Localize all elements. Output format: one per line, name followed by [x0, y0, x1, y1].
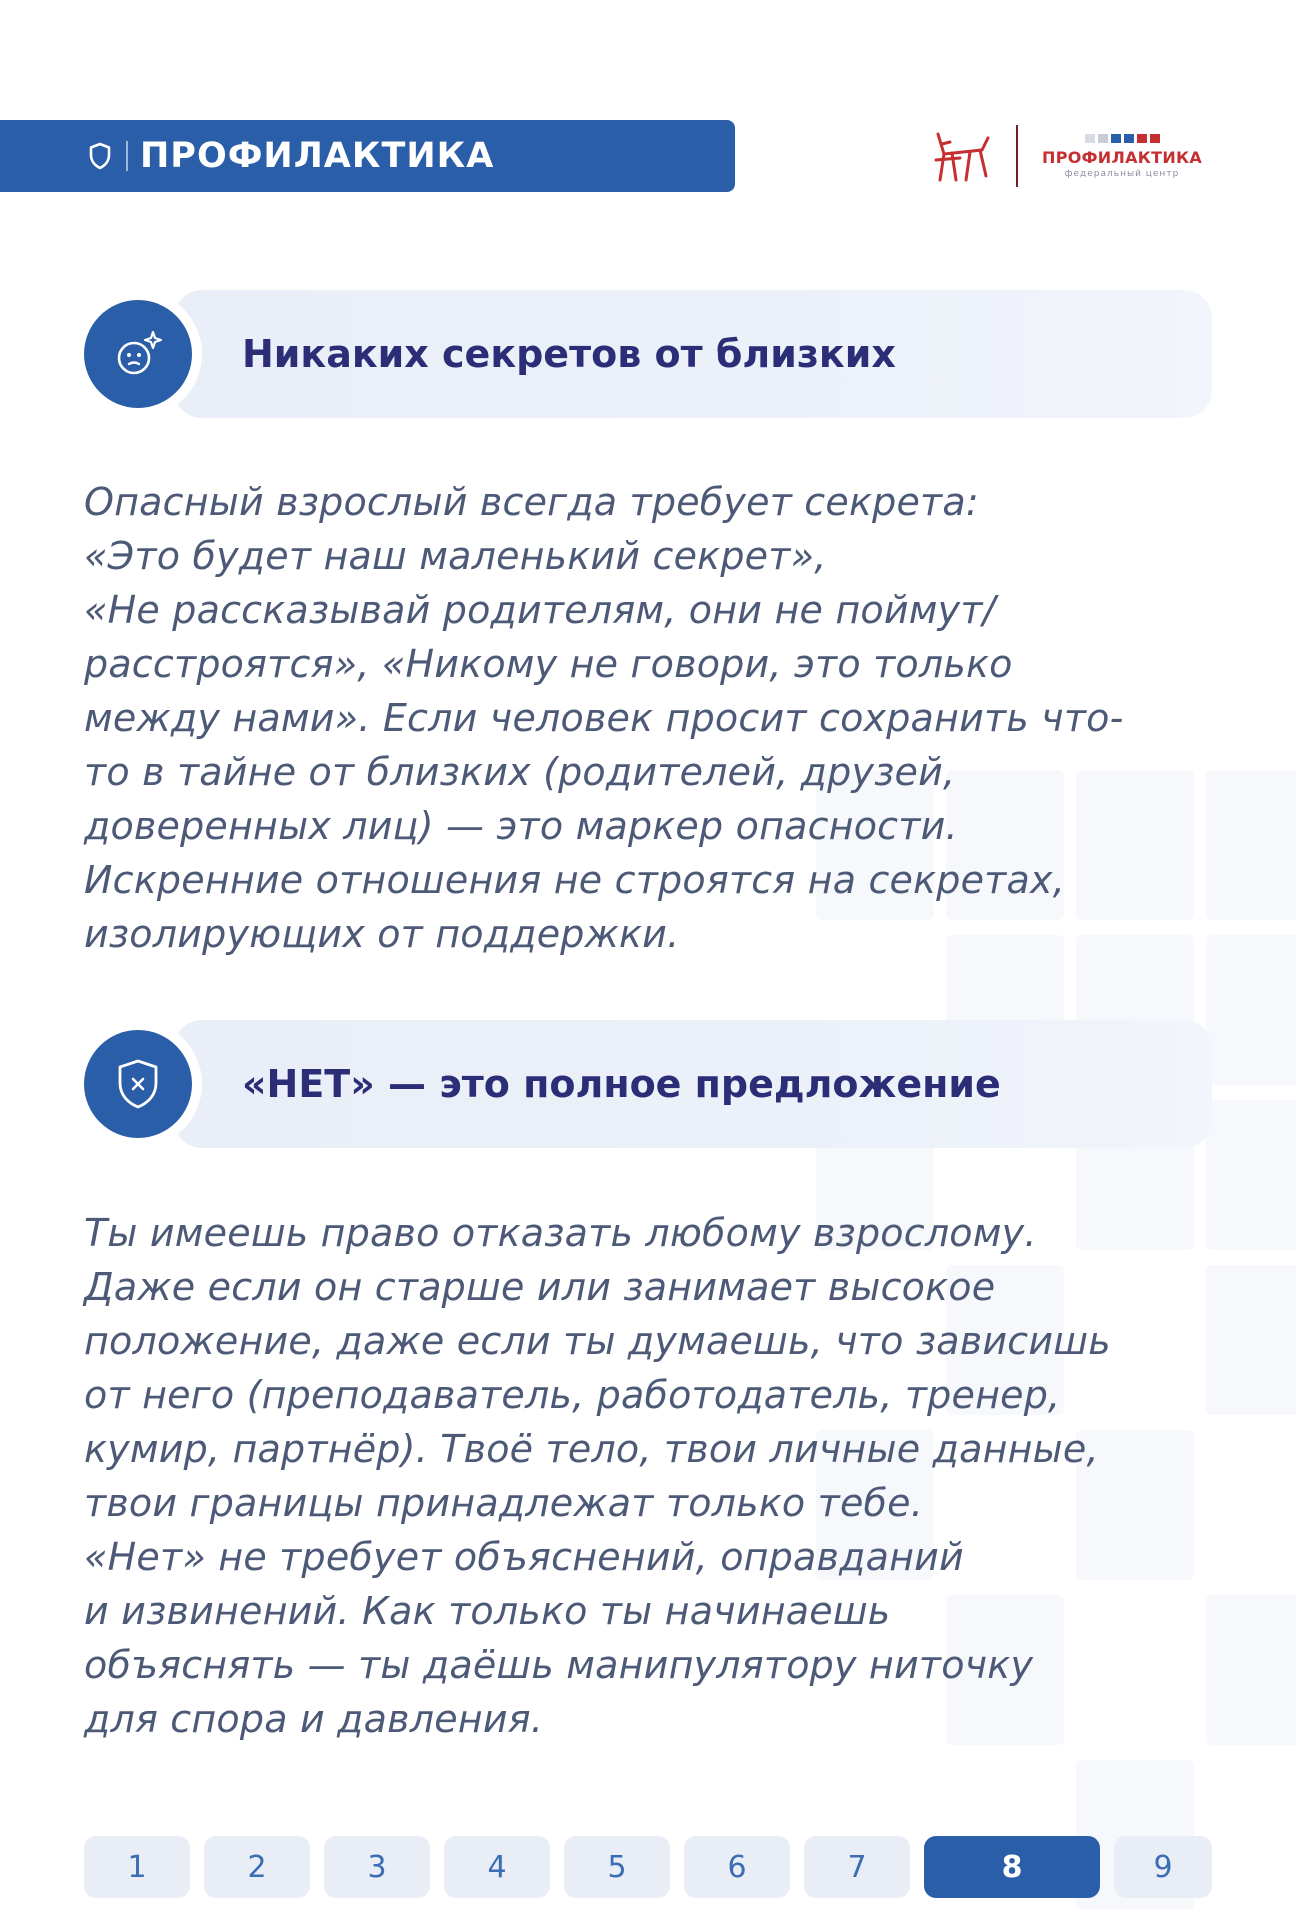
page-button-7[interactable]: 7: [804, 1836, 910, 1898]
section-header-secrets: [84, 290, 1212, 418]
logo-flag-block: [1111, 134, 1121, 143]
section-title: «НЕТ» — это полное предложение: [242, 1062, 1001, 1106]
page-button-4[interactable]: 4: [444, 1836, 550, 1898]
logo-flag-block: [1085, 134, 1095, 143]
paragraph-line: «Нет» не требует объяснений, оправданий: [84, 1535, 964, 1579]
paragraph-line: изолирующих от поддержки.: [84, 912, 680, 956]
section-paragraph-no: [84, 1206, 1224, 1746]
paragraph-line: от него (преподаватель, работодатель, тренер,: [84, 1373, 1061, 1417]
paragraph-line: и извинений. Как только ты начинаешь: [84, 1589, 891, 1633]
page-button-1[interactable]: 1: [84, 1836, 190, 1898]
section-paragraph-secrets: [84, 475, 1224, 961]
header-bar: [0, 120, 735, 192]
paragraph-line: Опасный взрослый всегда требует секрета:: [84, 480, 979, 524]
shield-x-icon: [84, 1030, 192, 1138]
shield-icon: [88, 142, 112, 170]
page-button-6[interactable]: 6: [684, 1836, 790, 1898]
paragraph-line: объяснять — ты даёшь манипулятору ниточку: [84, 1643, 1034, 1687]
paragraph-line: твои границы принадлежат только тебе.: [84, 1481, 924, 1525]
header-title: ПРОФИЛАКТИКА: [140, 136, 495, 176]
chair-horse-logo-icon: [930, 126, 994, 186]
logo-flag-block: [1098, 134, 1108, 143]
section-title: Никаких секретов от близких: [242, 332, 896, 376]
logo: [930, 122, 1230, 190]
logo-flags: [1085, 134, 1160, 143]
paragraph-line: доверенных лиц) — это маркер опасности.: [84, 804, 958, 848]
paragraph-line: кумир, партнёр). Твоё тело, твои личные данные,: [84, 1427, 1099, 1471]
paragraph-line: «Это будет наш маленький секрет»,: [84, 534, 827, 578]
page-button-9[interactable]: 9: [1114, 1836, 1212, 1898]
logo-flag-block: [1137, 134, 1147, 143]
paragraph-line: «Не рассказывай родителям, они не поймут/: [84, 588, 996, 632]
logo-flag-block: [1150, 134, 1160, 143]
logo-subtitle: федеральный центр: [1064, 168, 1180, 179]
page-button-8-current[interactable]: 8: [924, 1836, 1100, 1898]
page-button-3[interactable]: 3: [324, 1836, 430, 1898]
page-button-2[interactable]: 2: [204, 1836, 310, 1898]
paragraph-line: между нами». Если человек просит сохранить что-: [84, 696, 1124, 740]
logo-text: [1042, 134, 1202, 179]
paragraph-line: Даже если он старше или занимает высокое: [84, 1265, 996, 1309]
logo-separator: [1016, 125, 1018, 187]
paragraph-line: Ты имеешь право отказать любому взрослому.: [84, 1211, 1037, 1255]
section-header-no: [84, 1020, 1212, 1148]
logo-name: ПРОФИЛАКТИКА: [1042, 147, 1203, 167]
paragraph-line: Искренние отношения не строятся на секретах,: [84, 858, 1065, 902]
paragraph-line: то в тайне от близких (родителей, друзей,: [84, 750, 956, 794]
page-button-5[interactable]: 5: [564, 1836, 670, 1898]
paragraph-line: расстроятся», «Никому не говори, это только: [84, 642, 1013, 686]
pagination: [84, 1836, 1212, 1898]
header-divider: [126, 141, 128, 171]
paragraph-line: для спора и давления.: [84, 1697, 544, 1741]
paragraph-line: положение, даже если ты думаешь, что зависишь: [84, 1319, 1111, 1363]
face-sparkle-icon: [84, 300, 192, 408]
logo-flag-block: [1124, 134, 1134, 143]
